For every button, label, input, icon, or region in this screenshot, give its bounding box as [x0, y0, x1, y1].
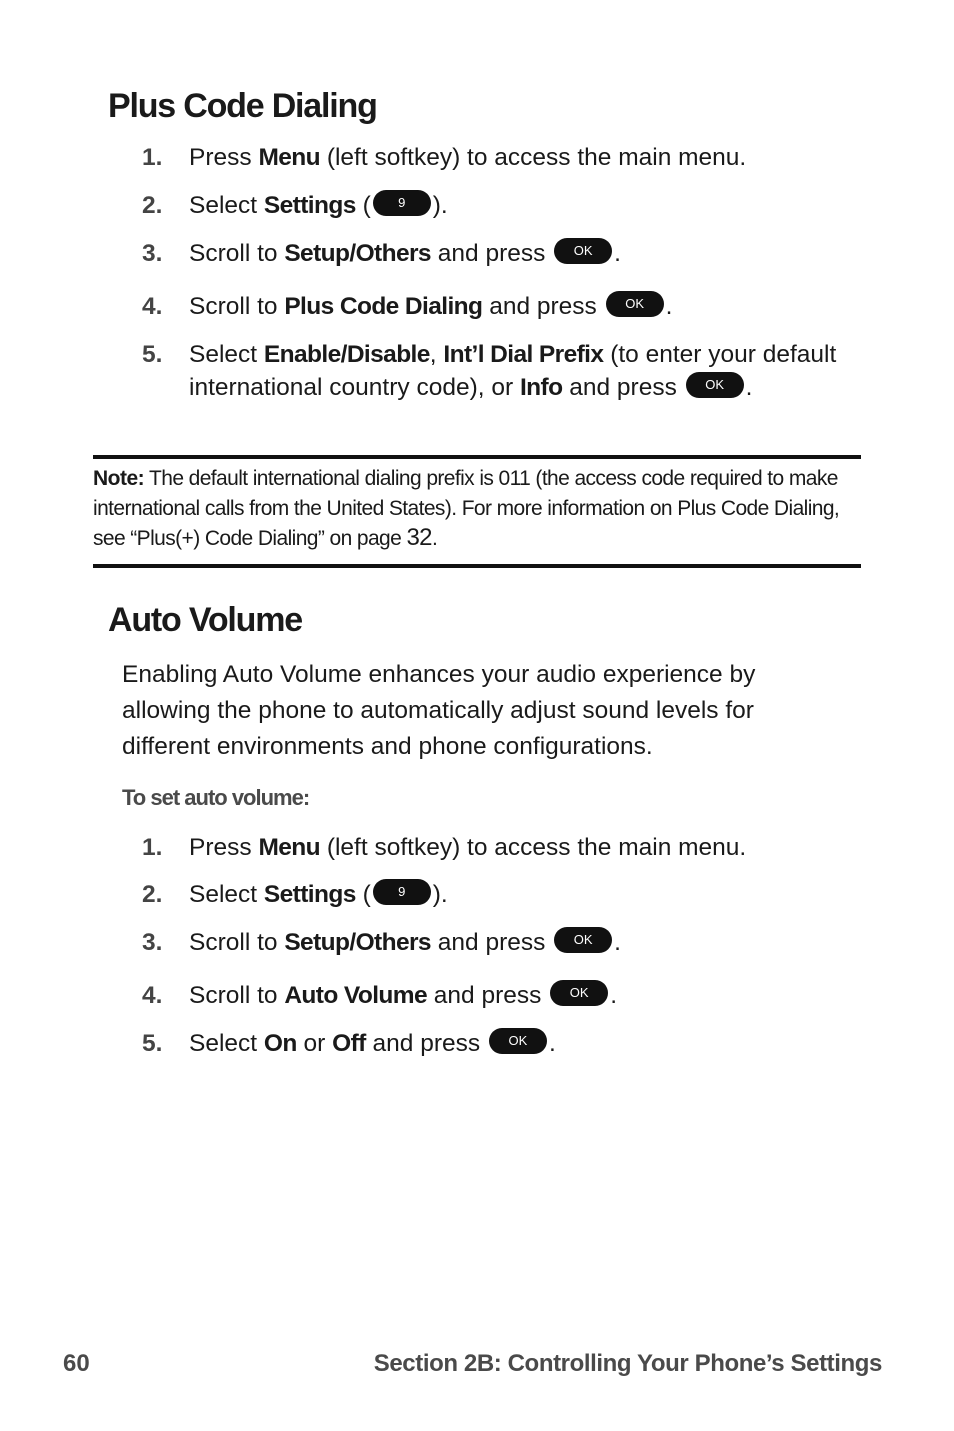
step-4 [142, 979, 894, 1012]
note-text: The default international dialing prefix is 011 (the access code required to make international calls from the United States). For more information on Plus Code Dialing, see “Plus(+) Code Dialing” on page [93, 467, 840, 550]
ok-key-icon: OK [550, 980, 608, 1006]
note-end: . [431, 527, 438, 550]
step-1 [142, 141, 894, 174]
step-text: or [296, 1030, 333, 1057]
step-5 [142, 1027, 894, 1060]
step-5 [142, 338, 894, 404]
step-text: and press [426, 982, 549, 1009]
step-number: 2. [142, 881, 163, 908]
procedure-subheading: To set auto volume: [122, 785, 310, 810]
menu-term: Auto Volume [284, 982, 427, 1009]
step-number: 3. [142, 929, 163, 956]
step-text: Select [189, 341, 264, 368]
step-text: ). [432, 192, 448, 219]
menu-term: Enable/Disable [263, 341, 430, 368]
step-text: ( [355, 192, 371, 219]
step-text: Scroll to [189, 929, 285, 956]
ok-key-icon: OK [606, 291, 664, 317]
step-text: . [610, 982, 618, 1009]
ok-key-icon: OK [489, 1028, 547, 1054]
ok-key-icon: OK [554, 927, 612, 953]
step-text: Scroll to [189, 293, 285, 320]
key-9-icon: 9 [373, 190, 431, 216]
step-3 [142, 926, 894, 959]
step-text: Press [189, 834, 259, 861]
step-text: Select [189, 881, 264, 908]
step-number: 4. [142, 293, 163, 320]
step-text: ). [432, 881, 448, 908]
step-text: and press [430, 929, 553, 956]
step-2 [142, 189, 894, 222]
step-text: and press [365, 1030, 487, 1057]
step-number: 5. [142, 1030, 163, 1057]
section-footer: Section 2B: Controlling Your Phone’s Settings [373, 1350, 882, 1377]
step-number: 3. [142, 240, 163, 267]
note-box [93, 455, 861, 568]
step-number: 2. [142, 192, 163, 219]
menu-term: Info [519, 374, 563, 401]
menu-term: Int’l Dial Prefix [443, 341, 604, 368]
menu-term: Off [332, 1030, 366, 1057]
step-text: (left softkey) to access the main menu. [320, 144, 747, 171]
step-text: Scroll to [189, 240, 285, 267]
page-reference-link[interactable]: 32 [406, 524, 432, 551]
step-text: and press [430, 240, 553, 267]
menu-term: Settings [263, 192, 356, 219]
step-number: 5. [142, 341, 163, 368]
step-4 [142, 290, 894, 323]
menu-term: Menu [258, 144, 321, 171]
page-number: 60 [63, 1350, 90, 1377]
menu-term: Setup/Others [284, 929, 431, 956]
section-heading-plus-code-dialing: Plus Code Dialing [108, 87, 377, 125]
step-text: Press [189, 144, 259, 171]
step-text: Select [189, 192, 264, 219]
step-text: ( [355, 881, 371, 908]
step-text: (to enter your default international country code), or [189, 341, 837, 401]
menu-term: Menu [258, 834, 321, 861]
step-text: . [614, 240, 621, 267]
step-number: 1. [142, 144, 163, 171]
ok-key-icon: OK [686, 372, 744, 398]
menu-term: Setup/Others [284, 240, 431, 267]
menu-term: Plus Code Dialing [284, 293, 483, 320]
note-label: Note: [93, 467, 145, 490]
step-text: (left softkey) to access the main menu. [320, 834, 747, 861]
step-text: . [665, 293, 673, 320]
menu-term: Settings [263, 881, 356, 908]
ok-key-icon: OK [554, 238, 612, 264]
step-text: and press [562, 374, 684, 401]
step-1 [142, 831, 894, 864]
step-2 [142, 878, 894, 911]
step-number: 4. [142, 982, 163, 1009]
step-text: Select [189, 1030, 264, 1057]
step-3 [142, 237, 894, 270]
menu-term: On [263, 1030, 297, 1057]
step-text: . [745, 374, 753, 401]
intro-paragraph: Enabling Auto Volume enhances your audio experience by allowing the phone to automatically adjust sound levels for different environments and phone configurations. [122, 661, 756, 760]
section-heading-auto-volume: Auto Volume [108, 601, 302, 639]
step-text: Scroll to [189, 982, 285, 1009]
key-9-icon: 9 [373, 879, 431, 905]
step-text: , [429, 341, 444, 368]
step-text: and press [482, 293, 604, 320]
step-text: . [614, 929, 621, 956]
step-number: 1. [142, 834, 163, 861]
step-text: . [548, 1030, 556, 1057]
